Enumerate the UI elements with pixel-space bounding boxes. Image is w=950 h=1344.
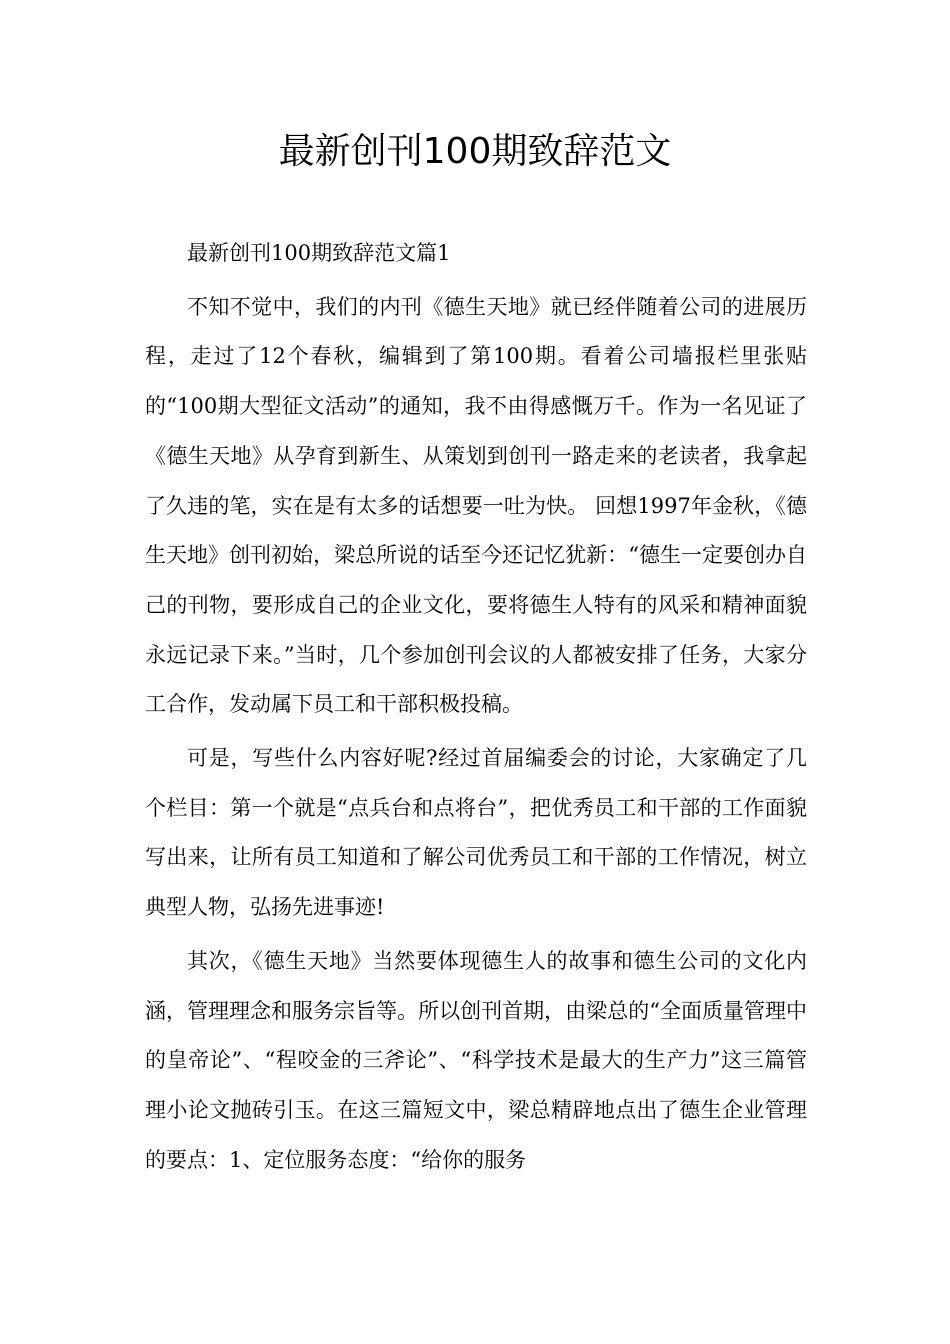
paragraph-3: 其次，《德生天地》当然要体现德生人的故事和德生公司的文化内涵，管理理念和服务宗旨等。所以创刊首期，由梁总的“全面质量管理中的皇帝论”、“程咬金的三斧论”、“科学技术是最大的生产力”这三篇管理小论文抛砖引玉。在这三篇短文中，梁总精辟地点出了德生企业管理的要点：1、定位服务态度：“给你的服务: [145, 948, 807, 1172]
paragraph-2: 可是，写些什么内容好呢?经过首届编委会的讨论，大家确定了几个栏目：第一个就是“点兵台和点将台”，把优秀员工和干部的工作面貌写出来，让所有员工知道和了解公司优秀员工和干部的工作情况，树立典型人物，弘扬先进事迹!: [145, 746, 807, 920]
section-heading: 最新创刊100期致辞范文篇1: [187, 241, 451, 265]
paragraph-1: 不知不觉中，我们的内刊《德生天地》就已经伴随着公司的进展历程，走过了12个春秋，编辑到了第100期。看着公司墙报栏里张贴的“100期大型征文活动”的通知，我不由得感慨万千。作为一名见证了《德生天地》从孕育到新生、从策划到创刊一路走来的老读者，我拿起了久违的笔，实在是有太多的话想要一吐为快。 回想1997年金秋，《德生天地》创刊初始，梁总所说的话至今还记忆犹新：“德生一定要创办自己的刊物，要形成自己的企业文化，要将德生人特有的风采和精神面貌永远记录下来。”当时，几个参加创刊会议的人都被安排了任务，大家分工合作，发动属下员工和干部积极投稿。: [145, 294, 807, 717]
document-title: 最新创刊100期致辞范文: [278, 131, 672, 172]
document-body: [145, 229, 807, 1185]
